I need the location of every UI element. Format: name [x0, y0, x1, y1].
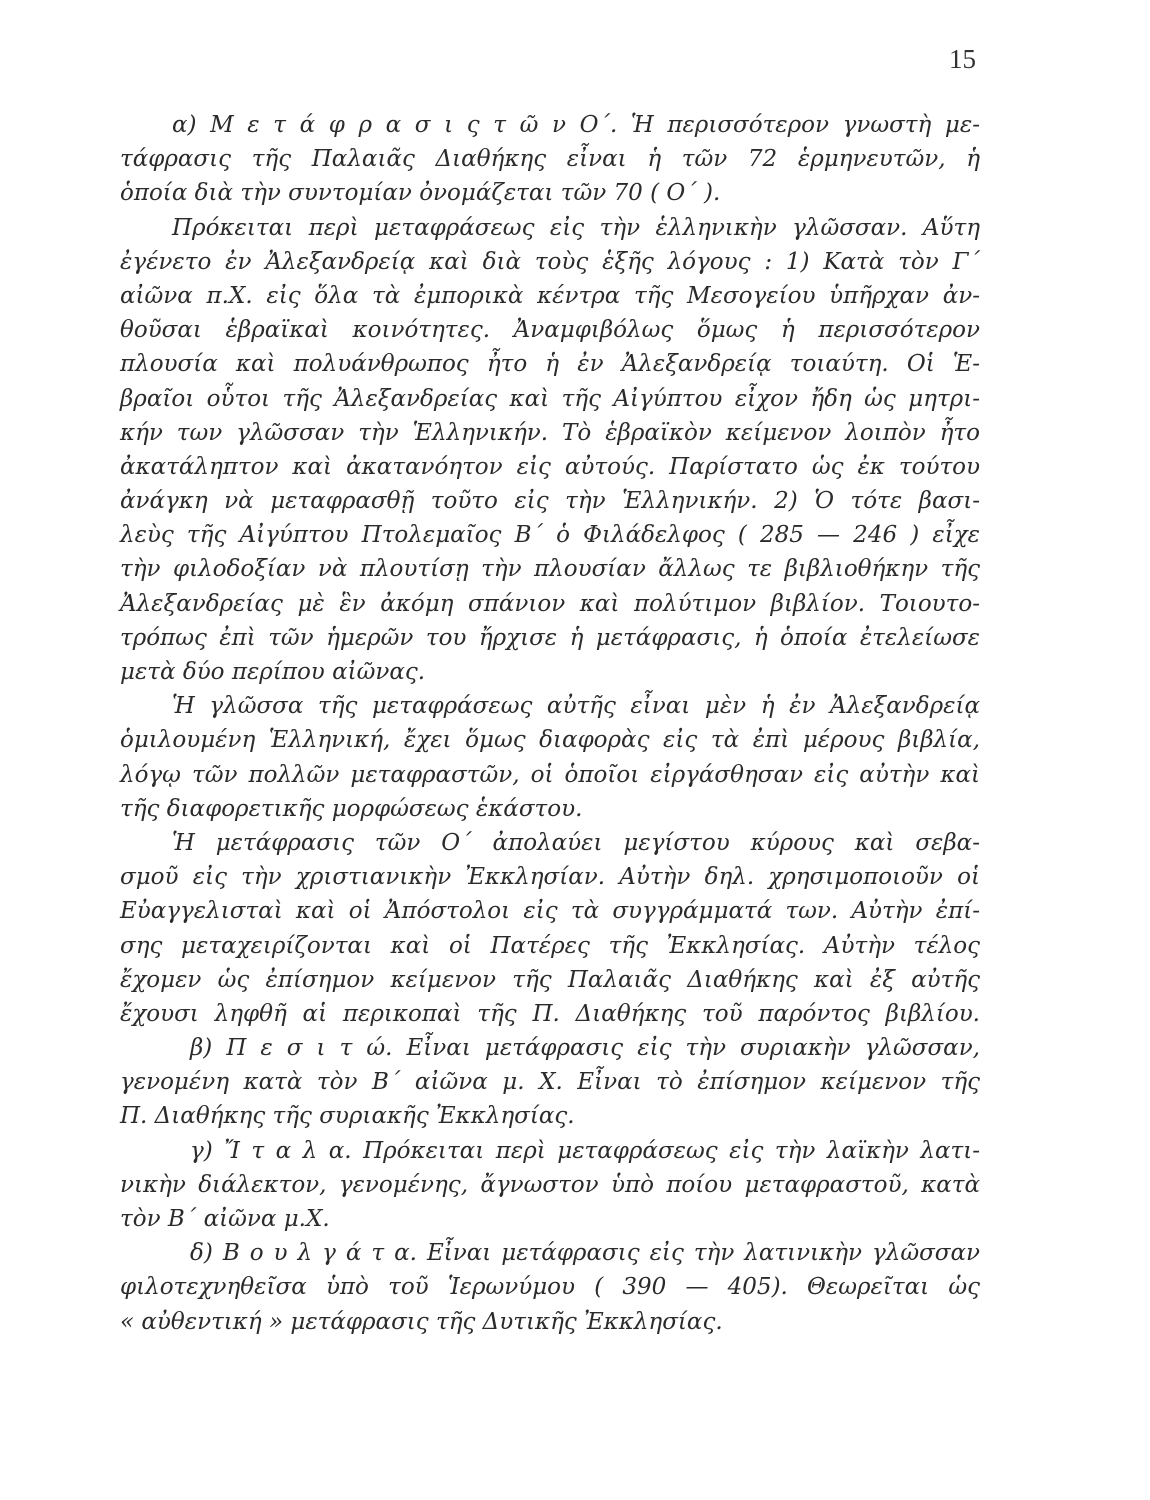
- text-line: Ἀλεξανδρείας μὲ ἓν ἀκόμη σπάνιον καὶ πολύτιμον βιβλίον. Τοιουτο-: [120, 590, 980, 617]
- text-line: τρόπως ἐπὶ τῶν ἡμερῶν του ἤρχισε ἡ μετάφρασις, ἡ ὁποία ἐτελείωσε: [120, 624, 980, 651]
- page-number: 15: [949, 44, 976, 74]
- text-line: αἰῶνα π.Χ. εἰς ὅλα τὰ ἐμπορικὰ κέντρα τῆς Μεσογείου ὑπῆρχαν ἀν-: [120, 282, 980, 309]
- text-line: ἐγένετο ἐν Ἀλεξανδρείᾳ καὶ διὰ τοὺς ἑξῆς λόγους : 1) Κατὰ τὸν Γ΄: [120, 248, 980, 275]
- text-line: α) Μ ε τ ά φ ρ α σ ι ς τ ῶ ν Ο΄. Ἡ περισσότερον γνωστὴ με-: [172, 112, 980, 138]
- text-line: ἔχομεν ὡς ἐπίσημον κείμενον τῆς Παλαιᾶς Διαθήκης καὶ ἐξ αὐτῆς: [120, 966, 980, 993]
- text-line: ὁμιλουμένη Ἑλληνική, ἔχει ὅμως διαφορὰς εἰς τὰ ἐπὶ μέρους βιβλία,: [120, 727, 980, 754]
- text-line: μετὰ δύο περίπου αἰῶνας.: [120, 659, 426, 685]
- text-line: τῆς διαφορετικῆς μορφώσεως ἑκάστου.: [120, 795, 583, 822]
- text-line: νικὴν διάλεκτον, γενομένης, ἄγνωστον ὑπὸ ποίου μεταφραστοῦ, κατὰ: [120, 1171, 980, 1198]
- text-line: ἀκατάληπτον καὶ ἀκατανόητον εἰς αὐτούς. Παρίστατο ὡς ἐκ τούτου: [120, 453, 980, 480]
- text-line: Εὐαγγελισταὶ καὶ οἱ Ἀπόστολοι εἰς τὰ συγγράμματά των. Αὐτὴν ἐπί-: [120, 898, 980, 925]
- text-line: γενομένη κατὰ τὸν Β΄ αἰῶνα μ. Χ. Εἶναι τὸ ἐπίσημον κείμενον τῆς: [120, 1069, 980, 1096]
- text-line: τὴν φιλοδοξίαν νὰ πλουτίσῃ τὴν πλουσίαν ἄλλως τε βιβλιοθήκην τῆς: [120, 556, 980, 583]
- text-line: Πρόκειται περὶ μεταφράσεως εἰς τὴν ἑλληνικὴν γλῶσσαν. Αὕτη: [172, 214, 980, 241]
- text-line: « αὐθεντική » μετάφρασις τῆς Δυτικῆς Ἐκκλησίας.: [120, 1308, 723, 1335]
- text-line: Π. Διαθήκης τῆς συριακῆς Ἐκκλησίας.: [120, 1103, 575, 1130]
- text-line: βραῖοι οὗτοι τῆς Ἀλεξανδρείας καὶ τῆς Αἰγύπτου εἶχον ἤδη ὡς μητρι-: [120, 385, 980, 412]
- text-line: Ἡ μετάφρασις τῶν Ο΄ ἀπολαύει μεγίστου κύρους καὶ σεβα-: [172, 829, 980, 856]
- text-line: φιλοτεχνηθεῖσα ὑπὸ τοῦ Ἱερωνύμου ( 390 — 405). Θεωρεῖται ὡς: [120, 1274, 980, 1301]
- body-text: [120, 108, 980, 1339]
- text-line: θοῦσαι ἑβραϊκαὶ κοινότητες. Ἀναμφιβόλως ὅμως ἡ περισσότερον: [120, 317, 980, 344]
- text-line: τὸν Β΄ αἰῶνα μ.Χ.: [120, 1206, 330, 1232]
- text-line: λόγῳ τῶν πολλῶν μεταφραστῶν, οἱ ὁποῖοι εἰργάσθησαν εἰς αὐτὴν καὶ: [120, 761, 980, 788]
- text-line: Ἡ γλῶσσα τῆς μεταφράσεως αὐτῆς εἶναι μὲν ἡ ἐν Ἀλεξανδρείᾳ: [172, 693, 980, 720]
- text-line: γ) Ἴ τ α λ α. Πρόκειται περὶ μεταφράσεως εἰς τὴν λαϊκὴν λατι-: [190, 1137, 980, 1164]
- text-line: σης μεταχειρίζονται καὶ οἱ Πατέρες τῆς Ἐκκλησίας. Αὐτὴν τέλος: [120, 932, 980, 959]
- text-line: κήν των γλῶσσαν τὴν Ἑλληνικήν. Τὸ ἑβραϊκὸν κείμενον λοιπὸν ἦτο: [120, 419, 980, 446]
- text-line: τάφρασις τῆς Παλαιᾶς Διαθήκης εἶναι ἡ τῶν 72 ἑρμηνευτῶν, ἡ: [120, 146, 980, 173]
- text-line: λεὺς τῆς Αἰγύπτου Πτολεμαῖος Β΄ ὁ Φιλάδελφος ( 285 — 246 ) εἶχε: [120, 522, 980, 549]
- text-line: σμοῦ εἰς τὴν χριστιανικὴν Ἐκκλησίαν. Αὐτὴν δηλ. χρησιμοποιοῦν οἱ: [120, 864, 980, 891]
- text-line: πλουσία καὶ πολυάνθρωπος ἦτο ἡ ἐν Ἀλεξανδρείᾳ τοιαύτη. Οἱ Ἑ-: [120, 351, 980, 378]
- text-line: ὁποία διὰ τὴν συντομίαν ὀνομάζεται τῶν 70 ( Ο΄ ).: [120, 180, 721, 207]
- text-line: β) Π ε σ ι τ ώ. Εἶναι μετάφρασις εἰς τὴν συριακὴν γλῶσσαν,: [190, 1035, 980, 1062]
- text-line: δ) Β ο υ λ γ ά τ α. Εἶναι μετάφρασις εἰς τὴν λατινικὴν γλῶσσαν: [190, 1240, 980, 1267]
- text-line: ἔχουσι ληφθῆ αἱ περικοπαὶ τῆς Π. Διαθήκης τοῦ παρόντος βιβλίου.: [120, 1000, 980, 1027]
- text-line: ἀνάγκη νὰ μεταφρασθῇ τοῦτο εἰς τὴν Ἑλληνικήν. 2) Ὁ τότε βασι-: [120, 488, 980, 515]
